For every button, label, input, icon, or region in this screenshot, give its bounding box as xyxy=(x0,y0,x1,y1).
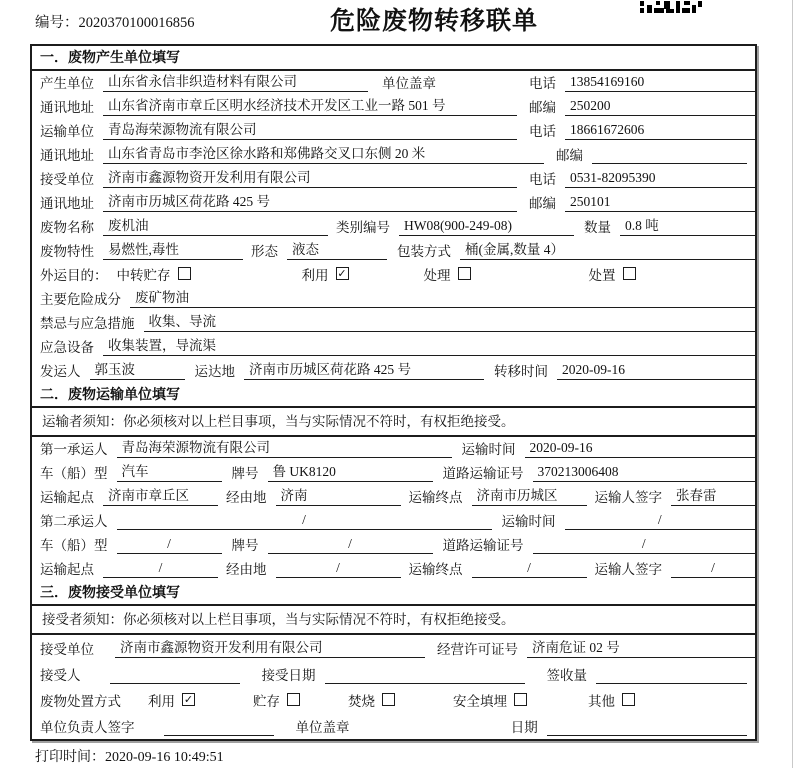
field-value: 370213006408 xyxy=(533,463,756,482)
checkbox-label: 处置 xyxy=(588,268,616,283)
field-value: 济南市历城区荷花路 425 号 xyxy=(103,193,517,212)
field-label: 邮编 xyxy=(556,148,583,163)
checkbox-label: 焚烧 xyxy=(348,694,375,709)
field-label: 形态 xyxy=(251,244,278,259)
form-section-3 xyxy=(32,581,755,739)
field-value xyxy=(325,666,525,684)
field-label: 禁忌与应急措施 xyxy=(40,316,135,331)
field-label: 运输时间 xyxy=(461,442,516,457)
field-value: 0.8 吨 xyxy=(620,217,755,236)
field-value: 济南市章丘区 xyxy=(103,487,218,506)
field-value: / xyxy=(671,559,755,578)
field-label: 产生单位 xyxy=(40,76,94,91)
field-value: 汽车 xyxy=(117,463,222,482)
field-value xyxy=(547,718,747,736)
field-value: 2020-09-16 xyxy=(525,439,756,458)
field-label: 主要危险成分 xyxy=(40,292,121,307)
field-label: 运输起点 xyxy=(40,562,94,577)
field-label: 类别编号 xyxy=(336,220,390,235)
checkbox-checked-icon: ✓ xyxy=(337,267,347,280)
field-value xyxy=(596,666,747,684)
checkbox-unchecked-icon xyxy=(514,693,527,706)
transfer-form xyxy=(30,44,757,741)
doc-number: 2020370100016856 xyxy=(78,15,195,31)
field-value: / xyxy=(472,559,587,578)
checkbox-field xyxy=(253,690,348,710)
checkbox-field xyxy=(589,264,636,284)
field-label: 运输人签字 xyxy=(594,562,662,577)
field-value: 山东省济南市章丘区明水经济技术开发区工业一路 501 号 xyxy=(103,97,517,116)
field-value: 2020-09-16 xyxy=(557,361,755,380)
checkbox-field xyxy=(302,264,424,284)
field-value: 济南市鑫源物资开发利用有限公司 xyxy=(103,169,517,188)
form-row xyxy=(32,485,755,509)
form-row xyxy=(32,533,755,557)
field-label: 废物名称 xyxy=(40,220,94,235)
checkbox-unchecked-icon xyxy=(623,267,636,280)
form-row xyxy=(32,71,755,95)
checkbox-unchecked-icon xyxy=(622,693,635,706)
field-value: 易燃性,毒性 xyxy=(103,241,243,260)
field-value: / xyxy=(565,511,756,530)
checkbox-field xyxy=(424,264,589,284)
field-value xyxy=(592,146,747,164)
field-value xyxy=(164,718,274,736)
form-row xyxy=(32,287,755,311)
form-row xyxy=(32,95,755,119)
field-label: 第二承运人 xyxy=(40,514,108,529)
form-row xyxy=(32,263,755,287)
form-section-2 xyxy=(32,383,755,581)
checkbox-label: 安全填埋 xyxy=(453,694,507,709)
field-label: 接受单位 xyxy=(40,172,94,187)
form-row xyxy=(32,311,755,335)
field-label: 车（船）型 xyxy=(40,538,108,553)
field-label: 单位盖章 xyxy=(382,76,436,91)
field-value: / xyxy=(117,535,222,554)
section-title: 二．废物运输单位填写 xyxy=(32,383,755,408)
field-value: 废矿物油 xyxy=(130,289,755,308)
field-value: 250200 xyxy=(565,97,755,116)
doc-number-label: 编号： xyxy=(35,15,79,31)
field-label: 道路运输证号 xyxy=(442,466,524,481)
field-value: 收集、导流 xyxy=(144,313,756,332)
field-value: 济南市鑫源物资开发利用有限公司 xyxy=(115,639,425,658)
checkbox-label: 其他 xyxy=(588,694,615,709)
field-value: 山东省青岛市李沧区徐水路和郑佛路交叉口东侧 20 米 xyxy=(103,145,544,164)
field-value: 济南市历城区荷花路 425 号 xyxy=(244,361,484,380)
field-label: 邮编 xyxy=(529,100,556,115)
field-label: 经由地 xyxy=(226,562,267,577)
field-label: 应急设备 xyxy=(40,340,94,355)
field-value: 青岛海荣源物流有限公司 xyxy=(103,121,517,140)
field-label: 牌号 xyxy=(231,466,259,481)
field-label: 运达地 xyxy=(194,364,235,379)
form-section-1 xyxy=(32,46,755,383)
field-value: 13854169160 xyxy=(565,73,755,92)
checkbox-field xyxy=(588,690,635,710)
section-title: 三．废物接受单位填写 xyxy=(32,581,755,606)
field-value xyxy=(110,666,240,684)
field-value: 济南危证 02 号 xyxy=(527,639,755,658)
checkbox-label: 利用 xyxy=(301,268,329,283)
print-time-line xyxy=(35,746,224,766)
print-time-label: 打印时间： xyxy=(35,750,105,765)
form-row xyxy=(32,661,755,687)
notice-text: 运输者须知：你必须核对以上栏目事项，当与实际情况不符时，有权拒绝接受。 xyxy=(32,408,755,437)
form-row xyxy=(32,557,755,581)
checkbox-label: 利用 xyxy=(148,694,175,709)
doc-number-line xyxy=(35,11,195,32)
field-label: 废物特性 xyxy=(40,244,94,259)
field-label: 日期 xyxy=(510,720,538,735)
field-value: 青岛海荣源物流有限公司 xyxy=(117,439,452,458)
checkbox-field xyxy=(117,264,302,284)
field-label: 通讯地址 xyxy=(40,148,94,163)
field-label: 接受日期 xyxy=(261,668,316,683)
form-row xyxy=(32,215,755,239)
field-label: 包装方式 xyxy=(397,244,451,259)
checkbox-unchecked-icon xyxy=(382,693,395,706)
field-value: 废机油 xyxy=(103,217,328,236)
checkbox-label: 中转贮存 xyxy=(116,268,171,283)
field-value: 济南市历城区 xyxy=(472,487,587,506)
field-label: 车（船）型 xyxy=(40,466,108,481)
checkbox-field xyxy=(348,690,453,710)
form-row xyxy=(32,191,755,215)
field-label: 签收量 xyxy=(546,668,587,683)
page-title: 危险废物转移联单 xyxy=(330,7,539,35)
field-value: 郭玉波 xyxy=(90,361,185,380)
field-label: 废物处置方式 xyxy=(40,694,121,709)
page-right-edge xyxy=(792,0,793,768)
form-row xyxy=(32,239,755,263)
field-value: 鲁 UK8120 xyxy=(268,463,433,482)
form-row xyxy=(32,119,755,143)
field-label: 单位盖章 xyxy=(295,720,350,735)
form-row xyxy=(32,461,755,485)
field-label: 电话 xyxy=(529,124,556,139)
field-label: 转移时间 xyxy=(494,364,548,379)
qr-code-fragment-icon xyxy=(640,0,702,18)
field-value: 山东省永信非织造材料有限公司 xyxy=(103,73,368,92)
field-label: 运输人签字 xyxy=(594,490,662,505)
field-value: / xyxy=(533,535,756,554)
field-label: 电话 xyxy=(529,172,556,187)
form-row xyxy=(32,167,755,191)
field-label: 牌号 xyxy=(231,538,259,553)
checkbox-unchecked-icon xyxy=(287,693,300,706)
checkbox-unchecked-icon xyxy=(178,267,191,280)
field-label: 接受单位 xyxy=(40,642,94,657)
field-label: 道路运输证号 xyxy=(442,538,524,553)
field-label: 运输起点 xyxy=(40,490,94,505)
field-label: 电话 xyxy=(529,76,556,91)
field-label: 通讯地址 xyxy=(40,100,94,115)
field-label: 运输时间 xyxy=(501,514,556,529)
checkbox-unchecked-icon xyxy=(458,267,471,280)
field-value: 张春雷 xyxy=(671,487,755,506)
checkbox-label: 贮存 xyxy=(253,694,280,709)
form-row xyxy=(32,143,755,167)
field-value: HW08(900-249-08) xyxy=(399,217,574,236)
form-row xyxy=(32,509,755,533)
form-row xyxy=(32,335,755,359)
field-label: 单位负责人签字 xyxy=(40,720,135,735)
field-label: 经由地 xyxy=(226,490,267,505)
form-row xyxy=(32,437,755,461)
field-value: / xyxy=(117,511,492,530)
notice-text: 接受者须知：你必须核对以上栏目事项，当与实际情况不符时，有权拒绝接受。 xyxy=(32,606,755,635)
field-value: 济南 xyxy=(276,487,401,506)
checkbox-field xyxy=(453,690,588,710)
field-label: 经营许可证号 xyxy=(437,642,518,657)
field-label: 接受人 xyxy=(40,668,81,683)
field-value: 收集装置，导流渠 xyxy=(103,337,755,356)
checkbox-label: 处理 xyxy=(423,268,451,283)
field-label: 邮编 xyxy=(529,196,556,211)
checkbox-field xyxy=(148,690,253,710)
field-label: 第一承运人 xyxy=(40,442,108,457)
form-row xyxy=(32,359,755,383)
field-label: 通讯地址 xyxy=(40,196,94,211)
checkbox-checked-icon: ✓ xyxy=(183,693,194,706)
section-title: 一．废物产生单位填写 xyxy=(32,46,755,71)
field-label: 运输单位 xyxy=(40,124,94,139)
field-value: 液态 xyxy=(287,241,387,260)
field-label: 运输终点 xyxy=(408,490,463,505)
field-label: 数量 xyxy=(584,220,611,235)
field-value: 18661672606 xyxy=(565,121,755,140)
field-value: 250101 xyxy=(565,193,755,212)
form-row xyxy=(32,635,755,661)
print-time-value: 2020-09-16 10:49:51 xyxy=(105,750,224,765)
field-value: / xyxy=(103,559,218,578)
field-value: / xyxy=(268,535,433,554)
form-row xyxy=(32,713,755,739)
field-value: 0531-82095390 xyxy=(565,169,755,188)
form-row xyxy=(32,687,755,713)
field-label: 发运人 xyxy=(40,364,81,379)
field-label: 运输终点 xyxy=(408,562,463,577)
field-label: 外运目的： xyxy=(40,268,108,283)
field-value: / xyxy=(276,559,401,578)
field-value: 桶(金属,数量 4） xyxy=(460,241,755,260)
